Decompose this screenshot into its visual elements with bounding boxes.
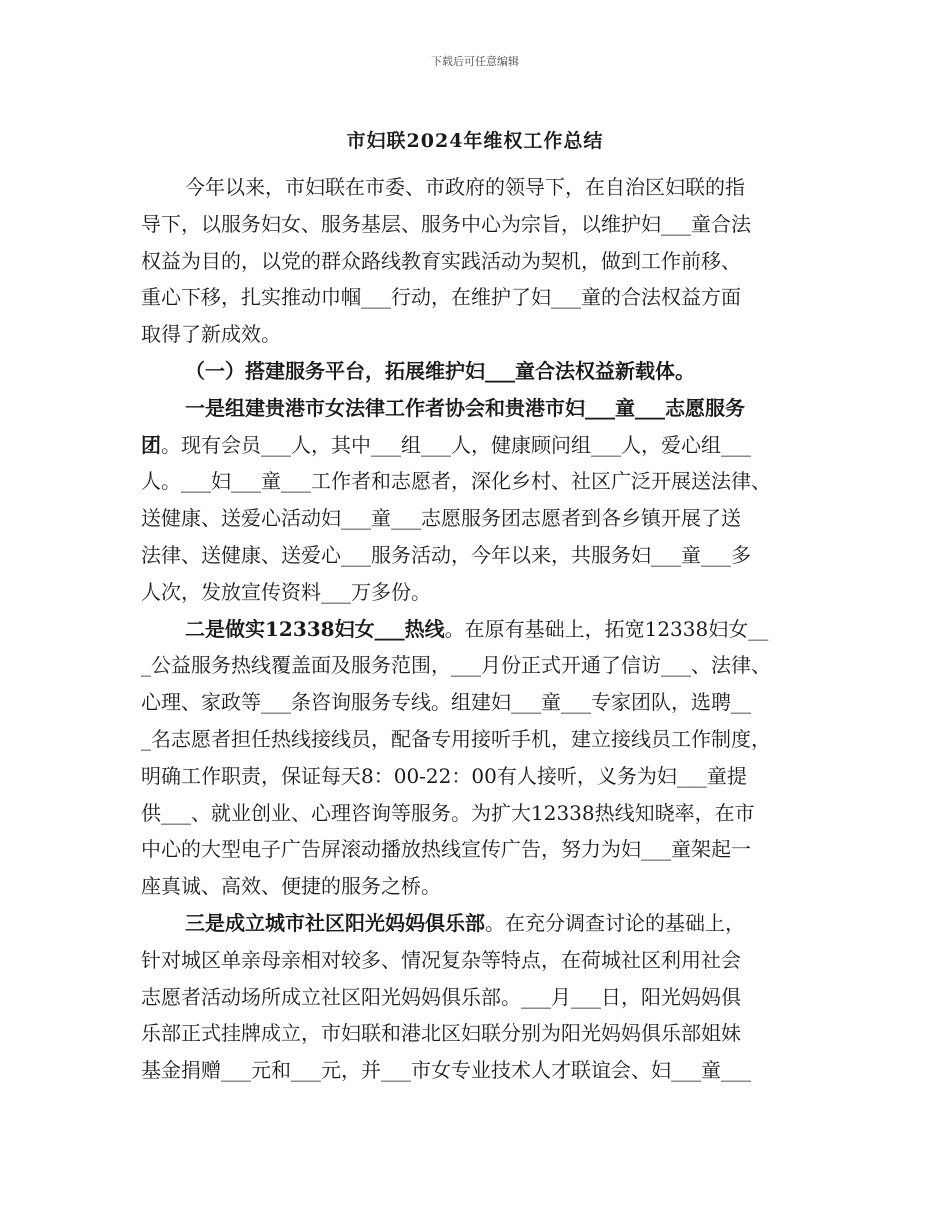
text-line [141, 353, 825, 390]
body-text: 取得了新成效。 [141, 322, 281, 347]
text-line [141, 1015, 825, 1052]
text-line [141, 500, 825, 537]
body-text: 法律、送健康、送爱心___服务活动，今年以来，共服务妇___童___多 [141, 542, 751, 567]
bold-text: 团 [141, 432, 161, 457]
text-line [141, 831, 825, 868]
text-line [141, 243, 825, 280]
body-text: 今年以来，市妇联在市委、市政府的领导下，在自治区妇联的指 [185, 175, 745, 199]
text-line [141, 647, 825, 684]
text-line [141, 795, 825, 832]
text-line [141, 316, 825, 353]
text-line [141, 574, 825, 611]
body-text: 导下，以服务妇女、服务基层、服务中心为宗旨，以维护妇___童合法 [141, 211, 751, 236]
bold-text: 一是组建贵港市女法律工作者协会和贵港市妇___童___志愿服务 [185, 395, 745, 420]
body-text: _公益服务热线覆盖面及服务范围，___月份正式开通了信访___、法律、 [141, 653, 771, 678]
text-line [141, 905, 825, 942]
text-line [141, 427, 825, 464]
text-line [141, 537, 825, 574]
body-text: 送健康、送爱心活动妇___童___志愿服务团志愿者到各乡镇开展了送 [141, 506, 741, 531]
bold-text: （一）搭建服务平台，拓展维护妇___童合法权益新载体。 [185, 358, 695, 383]
body-text: 针对城区单亲母亲相对较多、情况复杂等特点，在荷城社区利用社会 [141, 947, 741, 972]
header-note: 下载后可任意编辑 [431, 55, 519, 68]
body-text: _名志愿者担任热线接线员，配备专用接听手机，建立接线员工作制度， [141, 726, 771, 751]
body-text: 人次，发放宣传资料___万多份。 [141, 579, 431, 604]
document-body [141, 169, 825, 1089]
body-text: 供___、就业创业、心理咨询等服务。为扩大12338热线知晓率，在市 [141, 800, 755, 825]
body-text: 。在充分调查讨论的基础上， [485, 910, 745, 935]
body-text: 明确工作职责，保证每天8：00-22：00有人接听，义务为妇___童提 [141, 763, 747, 788]
text-line [141, 758, 825, 795]
text-line [141, 463, 825, 500]
text-line [141, 942, 825, 979]
body-text: 心理、家政等___条咨询服务专线。组建妇___童___专家团队，选聘__ [141, 690, 751, 715]
bold-text: 二是做实12338妇女___热线 [185, 616, 445, 641]
body-text: 权益为目的，以党的群众路线教育实践活动为契机，做到工作前移、 [141, 248, 741, 273]
body-text: 基金捐赠___元和___元，并___市女专业技术人才联谊会、妇___童___ [141, 1058, 751, 1083]
document-title: 市妇联2024年维权工作总结 [346, 130, 604, 152]
body-text: 重心下移，扎实推动巾帼___行动，在维护了妇___童的合法权益方面 [141, 285, 741, 310]
text-line [141, 979, 825, 1016]
body-text: 。在原有基础上，拓宽12338妇女__ [444, 616, 769, 641]
text-line [141, 206, 825, 243]
text-line [141, 1052, 825, 1089]
body-text: 乐部正式挂牌成立，市妇联和港北区妇联分别为阳光妈妈俱乐部姐妹 [141, 1021, 741, 1046]
text-line [141, 868, 825, 905]
body-text: 中心的大型电子广告屏滚动播放热线宣传广告，努力为妇___童架起一 [141, 837, 751, 862]
text-line [141, 279, 825, 316]
bold-text: 三是成立城市社区阳光妈妈俱乐部 [185, 910, 485, 935]
text-line [141, 721, 825, 758]
body-text: 座真诚、高效、便捷的服务之桥。 [141, 874, 441, 899]
text-line [141, 684, 825, 721]
body-text: 。现有会员___人，其中___组___人，健康顾问组___人，爱心组___ [161, 432, 751, 457]
body-text: 志愿者活动场所成立社区阳光妈妈俱乐部。___月___日，阳光妈妈俱 [141, 984, 741, 1009]
text-line [141, 390, 825, 427]
text-line [141, 611, 825, 648]
text-line [141, 169, 825, 206]
body-text: 人。___妇___童___工作者和志愿者，深化乡村、社区广泛开展送法律、 [141, 469, 771, 494]
